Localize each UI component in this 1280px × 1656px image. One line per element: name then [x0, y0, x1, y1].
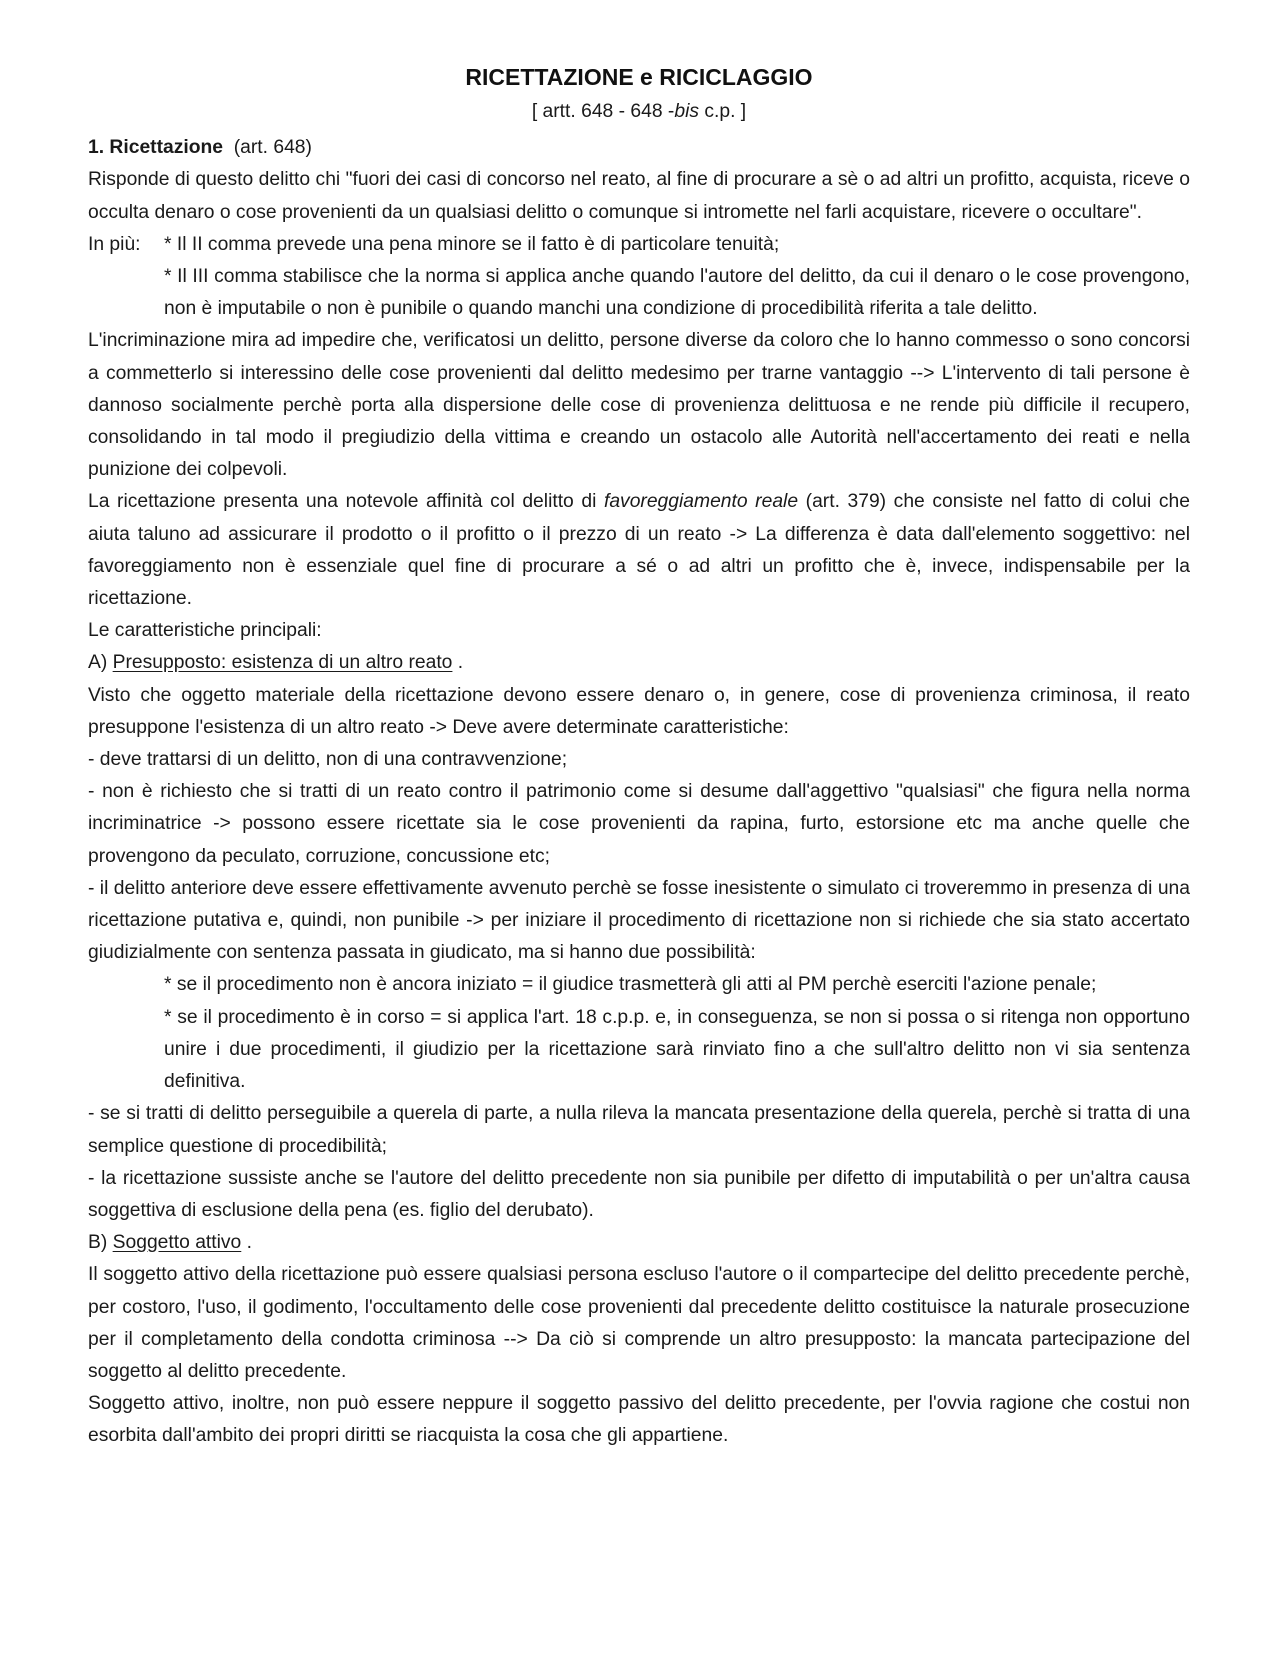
- subtitle-italic: bis: [674, 101, 700, 122]
- document-title: RICETTAZIONE e RICICLAGGIO: [465, 64, 813, 90]
- p3-after: (art. 379) che consiste nel fatto di colui che aiuta taluno ad assicurare il prodotto o il profitto o il prezzo di un reato -> La differenza è data dall'elemento soggettivo: nel favoreggiamento non è essenziale quel fine di procurare a sé o ad altri un profitto che è, invece, indispensabile per la ricettazione.: [88, 491, 1190, 610]
- inpiu-label: In più:: [88, 233, 141, 255]
- paragraph-b-2: Soggetto attivo, inoltre, non può essere neppure il soggetto passivo del delitto precedente, per l'ovvia ragione che costui non esorbita dall'ambito dei propri diritti se riacquista la cosa che gli appartiene.: [88, 1393, 1190, 1447]
- section-heading-rest: (art. 648): [223, 137, 312, 159]
- inpiu-item-2: * Il III comma stabilisce che la norma si applica anche quando l'autore del delitto, da cui il denaro o le cose provengono, non è imputabile o non è punibile o quando manchi una condizione di procedibilità riferita a tale delitto.: [164, 266, 1190, 320]
- paragraph-caratteristiche: Le caratteristiche principali:: [88, 620, 322, 642]
- subsection-a-after: .: [452, 652, 464, 674]
- subsection-b-heading: [88, 1227, 1190, 1259]
- inpiu-item-1: * Il II comma prevede una pena minore se il fatto è di particolare tenuità;: [164, 233, 780, 255]
- paragraph-favoreggiamento: [88, 486, 1190, 615]
- subsection-a-title: Presupposto: esistenza di un altro reato: [112, 652, 453, 674]
- p3-before: La ricettazione presenta una notevole affinità col delitto di: [88, 491, 604, 513]
- inpiu-block: [88, 229, 1190, 326]
- list-item-a1: - deve trattarsi di un delitto, non di una contravvenzione;: [88, 749, 568, 771]
- list-item-a3: - il delitto anteriore deve essere effettivamente avvenuto perchè se fosse inesistente o simulato ci troveremmo in presenza di una ricettazione putativa e, quindi, non punibile -> per iniziare il procedimento di ricettazione non si richiede che sia stato accertato giudizialmente con sentenza passata in giudicato, ma si hanno due possibilità:: [88, 877, 1190, 964]
- paragraph-b-1: Il soggetto attivo della ricettazione può essere qualsiasi persona escluso l'autore o il compartecipe del delitto precedente perchè, per costoro, l'uso, il godimento, l'occultamento delle cose provenienti dal precedente delitto costituisce la naturale prosecuzione per il completamento della condotta criminosa --> Da ciò si comprende un altro presupposto: la mancata partecipazione del soggetto al delitto precedente.: [88, 1264, 1190, 1382]
- subsection-b-label: B): [88, 1232, 113, 1254]
- subtitle-before: [ artt. 648 - 648 -: [531, 101, 675, 122]
- list-item-a4: - se si tratti di delitto perseguibile a querela di parte, a nulla rileva la mancata presentazione della querela, perchè si tratta di una semplice questione di procedibilità;: [88, 1103, 1190, 1157]
- paragraph-definition: Risponde di questo delitto chi "fuori dei casi di concorso nel reato, al fine di procurare a sè o ad altri un profitto, acquista, riceve o occulta denaro o cose provenienti da un qualsiasi delitto o comunque si intromette nel farli acquistare, ricevere o occultare".: [88, 169, 1190, 223]
- p3-italic: favoreggiamento reale: [603, 491, 799, 513]
- document-subtitle: [88, 96, 1190, 128]
- section-heading-bold: 1. Ricettazione: [88, 137, 224, 159]
- list-item-a2: - non è richiesto che si tratti di un reato contro il patrimonio come si desume dall'aggettivo "qualsiasi" che figura nella norma incriminatrice -> possono essere ricettate sia le cose provenienti da rapina, furto, estorsione etc ma anche quelle che provengono da peculato, corruzione, concussione etc;: [88, 781, 1190, 867]
- subsection-a-label: A): [88, 652, 113, 674]
- sublist-item-1: * se il procedimento non è ancora iniziato = il giudice trasmetterà gli atti al PM perchè eserciti l'azione penale;: [164, 974, 1097, 996]
- paragraph-a-intro: Visto che oggetto materiale della ricettazione devono essere denaro o, in genere, cose di provenienza criminosa, il reato presuppone l'esistenza di un altro reato -> Deve avere determinate caratteristiche:: [88, 684, 1190, 738]
- paragraph-incriminazione: L'incriminazione mira ad impedire che, verificatosi un delitto, persone diverse da coloro che lo hanno commesso o sono concorsi a commetterlo si interessino delle cose provenienti dal delitto medesimo per trarne vantaggio --> L'intervento di tali persone è dannoso socialmente perchè porta alla dispersione delle cose di provenienza delittuosa e ne rende più difficile il recupero, consolidando in tal modo il pregiudizio della vittima e creando un ostacolo alle Autorità nell'accertamento dei reati e nella punizione dei colpevoli.: [88, 330, 1190, 481]
- list-item-a5: - la ricettazione sussiste anche se l'autore del delitto precedente non sia punibile per difetto di imputabilità o per un'altra causa soggettiva di esclusione della pena (es. figlio del derubato).: [88, 1167, 1190, 1221]
- section-heading: [88, 132, 1190, 164]
- subsection-b-title: Soggetto attivo: [112, 1232, 242, 1254]
- document-page: [88, 58, 1190, 1453]
- subsection-b-after: .: [241, 1232, 252, 1254]
- subtitle-after: c.p. ]: [699, 101, 747, 122]
- sublist-item-2: * se il procedimento è in corso = si applica l'art. 18 c.p.p. e, in conseguenza, se non si possa o si ritenga non opportuno unire i due procedimenti, il giudizio per la ricettazione sarà rinviato fino a che sull'altro delitto non vi sia sentenza definitiva.: [164, 1006, 1190, 1093]
- subsection-a-heading: [88, 647, 1190, 679]
